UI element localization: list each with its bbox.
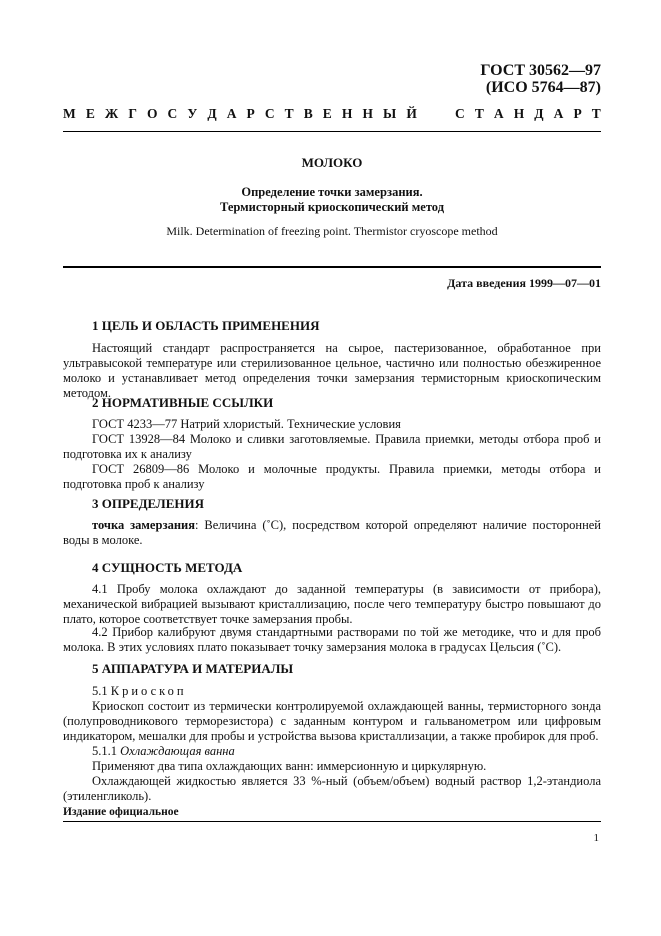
banner-letter: Д	[207, 106, 217, 121]
clause-5-1-1-number: 5.1.1	[92, 744, 117, 758]
clause-5-1-1-title	[63, 744, 601, 759]
banner-letter: Н	[362, 106, 373, 121]
section-1-heading: 1 ЦЕЛЬ И ОБЛАСТЬ ПРИМЕНЕНИЯ	[92, 318, 320, 333]
banner-letter: А	[553, 106, 564, 121]
official-edition-label: Издание официальное	[63, 806, 179, 818]
banner-letter: Е	[85, 106, 95, 121]
banner-letter: Й	[406, 106, 417, 121]
banner-letter: М	[63, 106, 76, 121]
banner-letter: Т	[284, 106, 294, 121]
banner-letter: Н	[341, 106, 353, 121]
section-5-heading: 5 АППАРАТУРА И МАТЕРИАЛЫ	[92, 661, 294, 676]
banner-letter: В	[303, 106, 313, 121]
banner-letter: А	[226, 106, 237, 121]
subtitle-line-1: Определение точки замерзания.	[241, 185, 423, 199]
clause-5-1-text: Криоскоп состоит из термически контролируемой охлаждающей ванны, термисторного зонда (полупроводникового терморезистора) с заданным контуром и гальванометром или цифровым индикатором, мешалки для пробы и устройства вызова кристаллизации, а также пробирок для проб.	[63, 699, 601, 743]
reference-3: ГОСТ 26809—86 Молоко и молочные продукты. Правила приемки, методы отбора и подготовка проб к анализу	[63, 462, 601, 491]
clause-5-1-1-text-1: Применяют два типа охлаждающих ванн: иммерсионную и циркулярную.	[92, 759, 487, 773]
banner-letter: А	[493, 106, 504, 121]
clause-5-1-title	[63, 684, 601, 699]
section-1-text: Настоящий стандарт распространяется на сырое, пастеризованное, обработанное при ультравысокой температуре или стерилизованное цельное, частично или полностью обезжиренное молоко и устанавливает метод определения точки замерзания термисторным криоскопическим методом.	[63, 341, 601, 400]
clause-5-1-1-name: Охлаждающая ванна	[120, 744, 235, 758]
banner-letter: У	[187, 106, 198, 121]
section-3-heading: 3 ОПРЕДЕЛЕНИЯ	[92, 496, 204, 511]
clause-4-2: 4.2 Прибор калибруют двумя стандартными растворами по той же методике, что и для проб молока. В этих условиях плато показывает точку замерзания молока в градусах Цельсия (˚C).	[63, 625, 601, 654]
banner-letter: С	[167, 106, 178, 121]
standard-number: ГОСТ 30562—97	[480, 62, 601, 79]
banner-letter: Н	[513, 106, 525, 121]
header-divider	[63, 131, 601, 132]
defined-term: точка замерзания	[92, 518, 196, 532]
banner-letter: С	[264, 106, 275, 121]
banner-letter: Д	[534, 106, 544, 121]
section-4-heading: 4 СУЩНОСТЬ МЕТОДА	[92, 560, 243, 575]
banner-letter: Р	[573, 106, 582, 121]
section-3-definition	[63, 518, 601, 548]
clause-5-1-name: Криоскоп	[110, 684, 187, 698]
english-title: Milk. Determination of freezing point. Thermistor cryoscope method	[166, 224, 498, 238]
definition-text: : Величина (˚C), посредством которой определяют наличие посторонней воды в молоке.	[63, 518, 601, 547]
section-2-heading: 2 НОРМАТИВНЫЕ ССЫЛКИ	[92, 395, 274, 410]
banner-letter: Ы	[383, 106, 397, 121]
clause-5-1-number: 5.1	[92, 684, 108, 698]
clause-5-1-1-text-2: Охлаждающей жидкостью является 33 %-ный (объем/объем) водный раствор 1,2-этандиола (этиленгликоль).	[63, 774, 601, 803]
banner-word-gap	[427, 106, 445, 122]
banner-letter: Ж	[104, 106, 119, 121]
page-number: 1	[593, 832, 599, 844]
reference-2: ГОСТ 13928—84 Молоко и сливки заготовляемые. Правила приемки, методы отбора проб и подготовка их к анализу	[63, 432, 601, 461]
footer-divider	[63, 821, 601, 822]
subtitle-line-2: Термисторный криоскопический метод	[219, 199, 445, 214]
document-subtitle	[63, 185, 601, 214]
banner-letter: Т	[474, 106, 484, 121]
clause-4-1: 4.1 Пробу молока охлаждают до заданной температуры (в зависимости от прибора), механической вибрацией вызывают кристаллизацию, после чего температуру быстро повышают до плато, которое соответствует точке замерзания пробы.	[63, 582, 601, 626]
banner-letter: Т	[591, 106, 601, 121]
iso-number: (ИСО 5764—87)	[485, 79, 601, 96]
reference-1: ГОСТ 4233—77 Натрий хлористый. Технические условия	[92, 417, 401, 431]
banner-letter: С	[455, 106, 465, 121]
title-divider	[63, 266, 601, 268]
banner-letter: Е	[322, 106, 332, 121]
introduction-date: Дата введения 1999—07—01	[447, 276, 601, 290]
banner-letter: О	[146, 106, 158, 121]
banner-letter: Р	[246, 106, 255, 121]
interstate-standard-banner	[63, 106, 601, 122]
document-title: МОЛОКО	[301, 155, 363, 170]
banner-letter: Г	[128, 106, 137, 121]
standard-number-block	[480, 62, 601, 96]
